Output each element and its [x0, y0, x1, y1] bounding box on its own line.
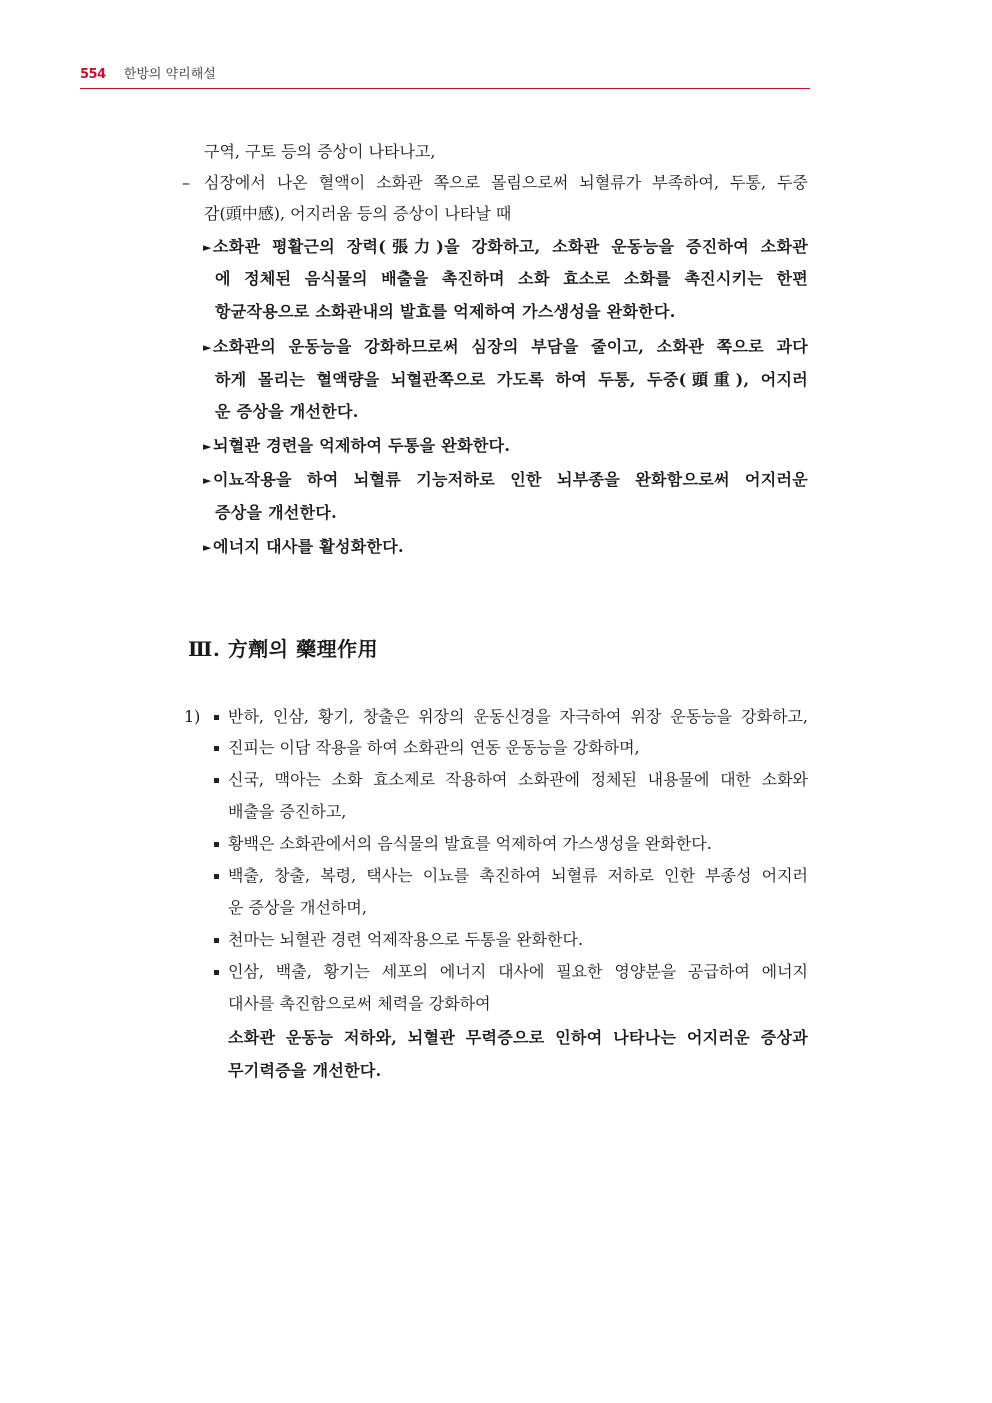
effect-4-line-1: ►이뇨작용을 하여 뇌혈류 기능저하로 인한 뇌부종을 완화함으로써 어지러운: [203, 469, 808, 492]
dash-marker: –: [182, 173, 190, 192]
conclusion-line-1: 소화관 운동능 저하와, 뇌혈관 무력증으로 인하여 나타나는 어지러운 증상과: [228, 1028, 808, 1047]
intro-line-1: 구역, 구토 등의 증상이 나타나고,: [204, 142, 436, 161]
item-5-line-2: 운 증상을 개선하며,: [228, 898, 367, 917]
book-title: 한방의 약리해설: [123, 67, 216, 82]
square-bullet-icon: [214, 874, 219, 879]
effect-1-line-2: 에 정체된 음식물의 배출을 촉진하며 소화 효소로 소화를 촉진시키는 한편: [215, 269, 808, 288]
item-2-line-1: 진피는 이담 작용을 하여 소화관의 연동 운동능을 강화하며,: [228, 738, 640, 757]
effect-1-line-1: ►소화관 평활근의 장력(張力)을 강화하고, 소화관 운동능을 증진하여 소화관: [203, 236, 808, 259]
item-3-line-1: 신국, 맥아는 소화 효소제로 작용하여 소화관에 정체된 내용물에 대한 소화와: [228, 770, 808, 789]
section-heading: Ⅲ. 方劑의 藥理作用: [188, 637, 379, 661]
square-bullet-icon: [214, 746, 219, 751]
item-7-line-1: 인삼, 백출, 황기는 세포의 에너지 대사에 필요한 영양분을 공급하여 에너지: [228, 962, 808, 981]
triangle-bullet-icon: ►: [203, 241, 212, 254]
effect-4-line-2: 증상을 개선한다.: [215, 503, 338, 522]
square-bullet-icon: [214, 715, 219, 720]
item-number: 1): [184, 707, 201, 726]
effect-2-line-3: 운 증상을 개선한다.: [215, 402, 359, 421]
item-5-line-1: 백출, 창출, 복령, 택사는 이뇨를 촉진하여 뇌혈류 저하로 인한 부종성 어지러: [228, 866, 808, 885]
item-4-line-1: 황백은 소화관에서의 음식물의 발효를 억제하여 가스생성을 완화한다.: [228, 834, 712, 853]
item-3-line-2: 배출을 증진하고,: [228, 802, 347, 821]
conclusion-line-2: 무기력증을 개선한다.: [228, 1061, 382, 1080]
item-1-line-1: 반하, 인삼, 황기, 창출은 위장의 운동신경을 자극하여 위장 운동능을 강화하고,: [228, 707, 808, 726]
square-bullet-icon: [214, 778, 219, 783]
square-bullet-icon: [214, 842, 219, 847]
intro-line-3: 감(頭中感), 어지러움 등의 증상이 나타날 때: [204, 204, 512, 223]
square-bullet-icon: [214, 970, 219, 975]
page-header: [80, 66, 810, 89]
intro-line-2: 심장에서 나온 혈액이 소화관 쪽으로 몰림으로써 뇌혈류가 부족하여, 두통, 두중: [204, 173, 808, 192]
effect-3-line-1: ►뇌혈관 경련을 억제하여 두통을 완화한다.: [203, 435, 510, 458]
item-7-line-2: 대사를 촉진함으로써 체력을 강화하여: [228, 994, 491, 1013]
effect-1-line-3: 항균작용으로 소화관내의 발효를 억제하여 가스생성을 완화한다.: [215, 302, 676, 321]
square-bullet-icon: [214, 938, 219, 943]
effect-2-line-2: 하게 몰리는 혈액량을 뇌혈관쪽으로 가도록 하여 두통, 두중(頭重), 어지러: [215, 370, 808, 389]
triangle-bullet-icon: ►: [203, 541, 212, 554]
effect-2-line-1: ►소화관의 운동능을 강화하므로써 심장의 부담을 줄이고, 소화관 쪽으로 과다: [203, 336, 808, 359]
page-number: 554: [80, 67, 106, 82]
effect-5-line-1: ►에너지 대사를 활성화한다.: [203, 536, 404, 559]
item-6-line-1: 천마는 뇌혈관 경련 억제작용으로 두통을 완화한다.: [228, 930, 584, 949]
triangle-bullet-icon: ►: [203, 341, 212, 354]
triangle-bullet-icon: ►: [203, 440, 212, 453]
triangle-bullet-icon: ►: [203, 474, 212, 487]
